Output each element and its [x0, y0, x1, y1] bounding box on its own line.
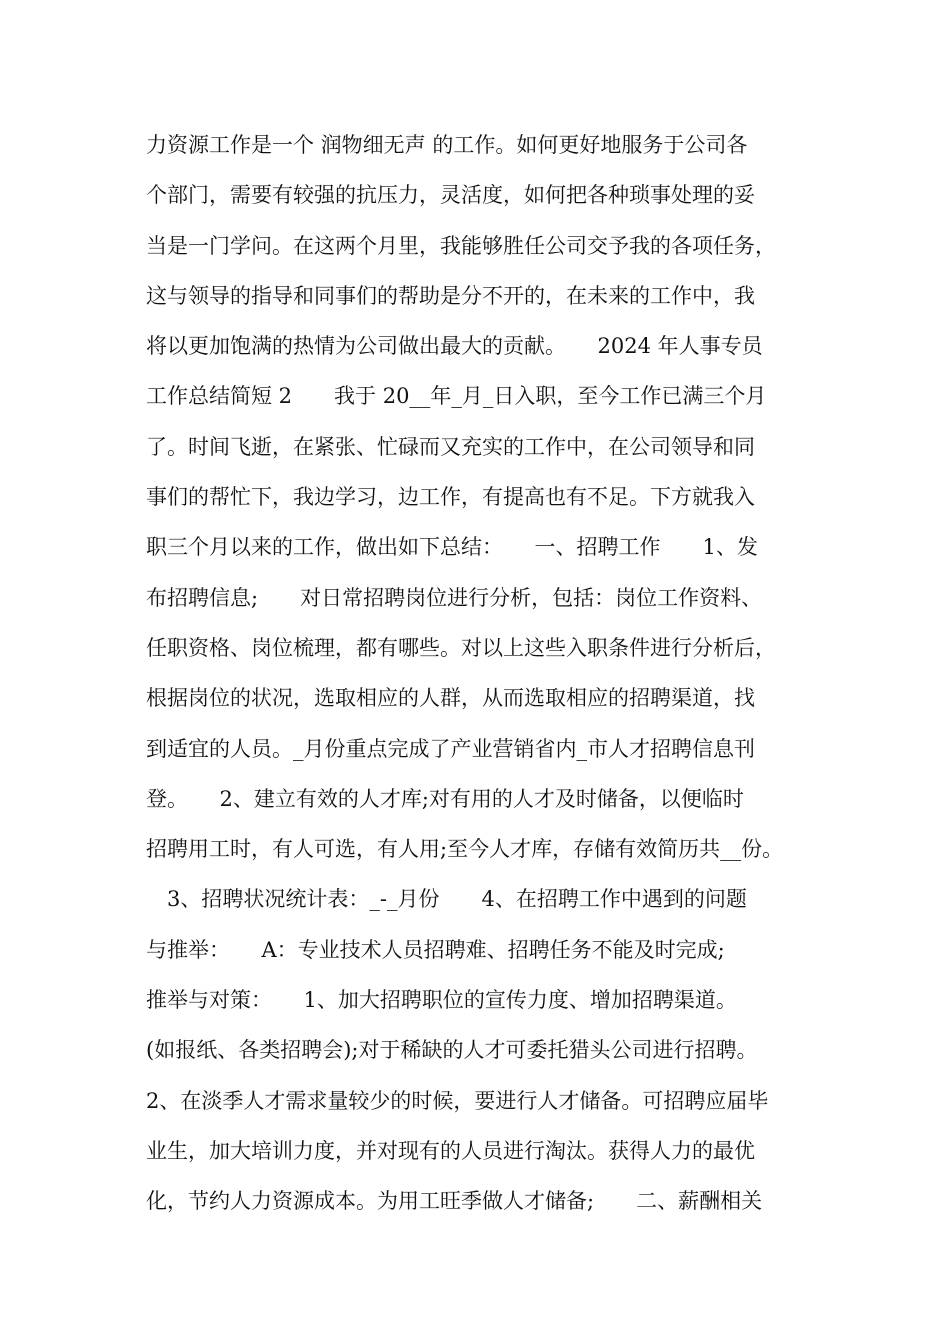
text-line: 业生，加大培训力度，并对现有的人员进行淘汰。获得人力的最优	[146, 1138, 755, 1163]
text-line: (如报纸、各类招聘会);对于稀缺的人才可委托猎头公司进行招聘。	[146, 1038, 758, 1063]
text-line: 个部门，需要有较强的抗压力，灵活度，如何把各种琐事处理的妥	[146, 183, 755, 208]
text-line: 将以更加饱满的热情为公司做出最大的贡献。 2024 年人事专员	[146, 334, 763, 359]
text-line: 招聘用工时，有人可选，有人用;至今人才库，存储有效简历共__份。	[146, 837, 784, 862]
text-line: 力资源工作是一个 润物细无声 的工作。如何更好地服务于公司各	[146, 133, 748, 157]
text-line: 事们的帮忙下，我边学习，边工作，有提高也有不足。下方就我入	[146, 485, 755, 510]
text-line: 布招聘信息; 对日常招聘岗位进行分析，包括：岗位工作资料、	[146, 585, 763, 610]
text-line: 到适宜的人员。_月份重点完成了产业营销省内_市人才招聘信息刊	[146, 736, 755, 761]
text-line: 当是一门学问。在这两个月里，我能够胜任公司交予我的各项任务，	[146, 233, 776, 258]
text-line: 推举与对策： 1、加大招聘职位的宣传力度、增加招聘渠道。	[146, 988, 737, 1013]
text-line: 职三个月以来的工作，做出如下总结： 一、招聘工作 1、发	[146, 535, 758, 560]
text-line: 化，节约人力资源成本。为用工旺季做人才储备; 二、薪酬相关	[146, 1189, 763, 1214]
text-line: 与推举： A：专业技术人员招聘难、招聘任务不能及时完成;	[146, 937, 725, 962]
text-line: 任职资格、岗位梳理，都有哪些。对以上这些入职条件进行分析后，	[146, 635, 776, 660]
text-line: 2、在淡季人才需求量较少的时候，要进行人才储备。可招聘应届毕	[146, 1088, 769, 1113]
text-line: 这与领导的指导和同事们的帮助是分不开的，在未来的工作中，我	[146, 283, 755, 308]
text-line: 3、招聘状况统计表：_-_月份 4、在招聘工作中遇到的问题	[146, 887, 747, 912]
text-line: 了。时间飞逝，在紧张、忙碌而又充实的工作中，在公司领导和同	[146, 434, 755, 459]
text-line: 登。 2、建立有效的人才库;对有用的人才及时储备，以便临时	[146, 786, 744, 811]
document-body	[146, 130, 836, 1237]
text-line: 工作总结简短 2 我于 20__年_月_日入职，至今工作已满三个月	[146, 384, 767, 409]
text-line: 根据岗位的状况，选取相应的人群，从而选取相应的招聘渠道，找	[146, 686, 755, 711]
